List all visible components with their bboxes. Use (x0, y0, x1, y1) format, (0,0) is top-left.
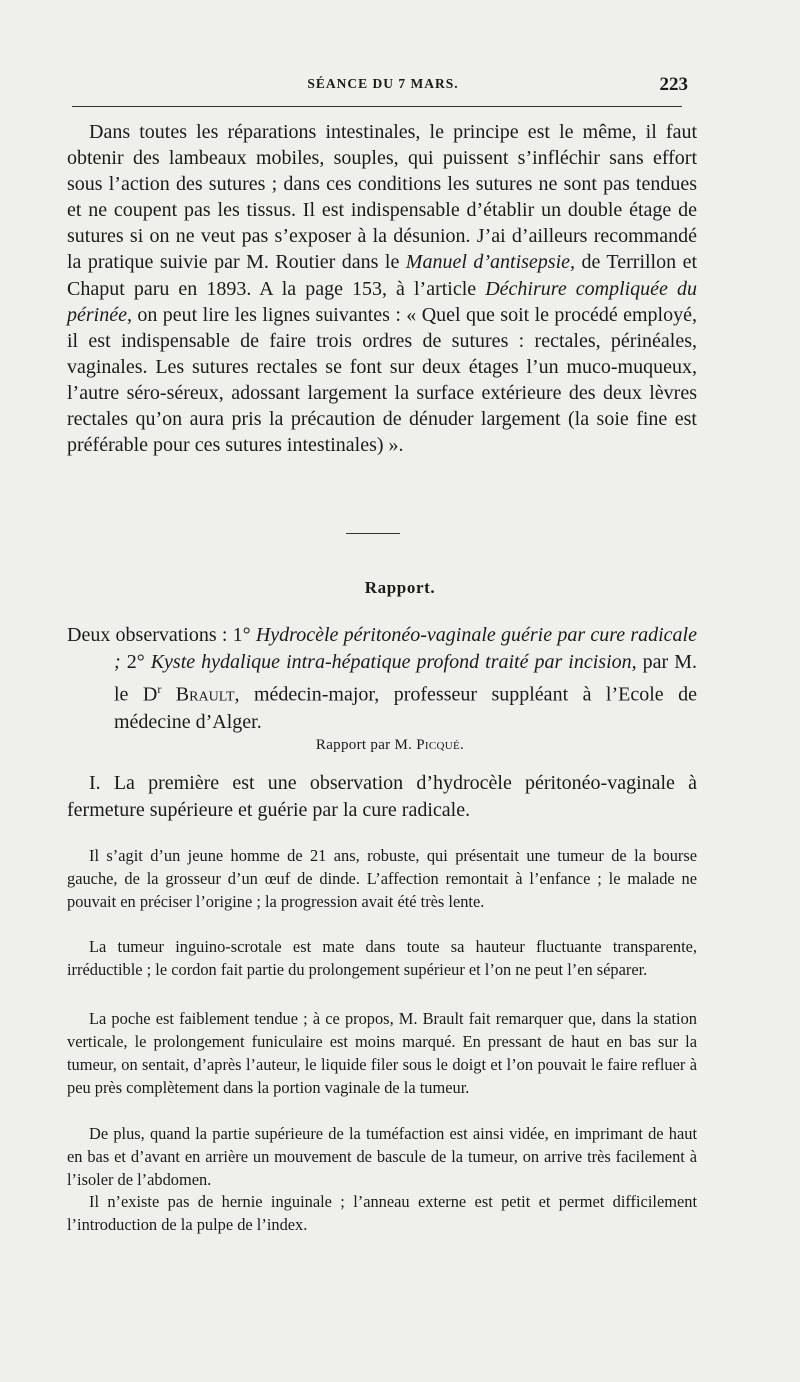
running-title-day: 7 (398, 76, 407, 91)
case-paragraph: Il n’existe pas de hernie inguinale ; l’anneau externe est petit et permet difficilement l’introduction de la pulpe de l’index. (67, 1192, 697, 1235)
text-run: Rapport par M. (315, 737, 417, 753)
case-paragraph: La poche est faiblement tendue ; à ce propos, M. Brault fait remarquer que, dans la station verticale, le prolongement funiculaire est moins marqué. En pressant de haut en bas sur la tumeur, on sentait, d’après l’auteur, le liquide filer sous le doigt et l’on pouvait le faire refluer à peu près complètement dans la portion vaginale de la tumeur. (67, 1009, 697, 1098)
case-paragraph: Il s’agit d’un jeune homme de 21 ans, robuste, qui présentait une tumeur de la bourse gauche, de la grosseur d’un œuf de dinde. L’affection remontait à l’enfance ; le malade ne pouvait en préciser l’origine ; la progression avait été très lente. (67, 846, 697, 912)
reporter-name: Picqué. (416, 737, 465, 753)
running-title (68, 76, 698, 92)
running-title-month: MARS. (406, 76, 459, 91)
text-run: on peut lire les lignes suivantes : « Quel que soit le procédé employé, il est indispensable de faire trois ordres de sutures : rectales, périnéales, vaginales. Les sutures rectales se font sur deux étages l’un muco-muqueux, l’autre séro-séreux, adossant largement la surface extérieure des deux lèvres rectales qu’on aura pris la précaution de dénuder largement (la soie fine est préférable pour ces sutures intestinales) ». (67, 303, 697, 457)
paragraph-I: I. La première est une observation d’hydrocèle péritonéo-vaginale à fermeture supérieure et guérie par la cure radicale. (67, 772, 697, 821)
page-number: 223 (659, 74, 688, 95)
italic-run: Hydrocèle péritonéo-vaginale guérie par cure radicale ; (114, 624, 697, 673)
case-paragraph: De plus, quand la partie supérieure de la tuméfaction est ainsi vidée, en imprimant de haut en bas et d’avant en arrière un mouvement de bascule de la tumeur, on arrive très facilement à l’isoler de l’abdomen. (67, 1124, 697, 1190)
text-run: 2° (126, 651, 151, 673)
italic-run: Déchirure compliquée du périnée, (67, 277, 697, 326)
header-rule (72, 106, 682, 107)
text-run: médecin-major, professeur suppléant à l’Ecole de médecine d’Alger. (114, 683, 697, 733)
text-run: par M. le D (114, 651, 697, 706)
report-by-line (0, 737, 780, 754)
running-title-part: SÉANCE DU (307, 76, 399, 91)
section-heading: Rapport. (364, 578, 436, 597)
text-run: Dans toutes les réparations intestinales, le principe est le même, il faut obtenir des lambeaux mobiles, souples, qui puissent s’infléchir sans effort sous l’action des sutures ; dans ces conditions les sutures ne sont pas tendues et ne coupent pas les tissus. Il est indispensable d’établir un double étage de sutures si on ne veut pas s’exposer à la désunion. J’ai d’ailleurs recommandé la pratique suivie par M. Routier dans le (67, 121, 697, 274)
paragraph-intro (67, 119, 697, 458)
section-divider (346, 533, 400, 534)
case-paragraph: La tumeur inguino-scrotale est mate dans toute sa hauteur fluctuante transparente, irréductible ; le cordon fait partie du prolongement supérieur et l’on ne peut l’en séparer. (67, 937, 697, 980)
italic-run: Kyste hydalique intra-hépatique profond traité par incision, (150, 651, 637, 673)
observation-title (67, 622, 697, 736)
text-run: de Terrillon et Chaput paru en 1893. A la page 153, à l’article (67, 251, 698, 300)
superscript: r (157, 682, 162, 696)
running-header (68, 76, 698, 100)
author-name: Brault, (161, 683, 240, 706)
italic-run: Manuel d’antisepsie, (405, 251, 575, 274)
text-run: Deux observations : 1° (67, 624, 256, 646)
